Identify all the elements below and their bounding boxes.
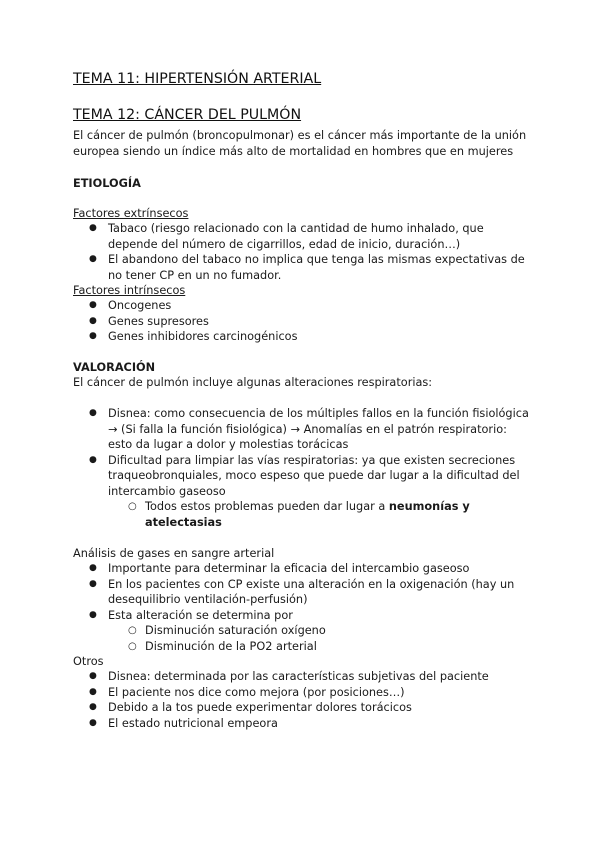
sub-list-item [73,623,533,639]
list-item [73,716,533,732]
bold-term: atelectasias [145,515,222,529]
list-item [73,453,533,500]
list-item-line: El abandono del tabaco no implica que tenga las mismas expectativas de [108,253,525,266]
otros-label: Otros [73,655,104,668]
list-item [73,252,533,283]
etiologia-heading: ETIOLOGÍA [73,177,141,190]
list-item-line: desequilibrio ventilación-perfusión) [108,593,308,606]
bullet-icon: ● [89,671,97,681]
bullet-icon: ● [89,686,97,697]
list-item-text: Disnea: determinada por las características subjetivas del paciente [108,670,489,683]
list-item-text: Disminución saturación oxígeno [145,624,326,637]
list-item-text: Disminución de la PO2 arterial [145,639,317,653]
sub-text: Todos estos problemas pueden dar lugar a [145,500,389,513]
list-item-line: Esta alteración se determina por [108,608,293,622]
list-item-line [145,499,533,515]
bullet-icon: ● [89,563,97,573]
bullet-icon: ● [89,331,97,341]
list-item [73,685,533,701]
list-item-line: depende del número de cigarrillos, edad de inicio, duración…) [108,237,461,251]
list-item [73,329,533,345]
list-item [73,298,533,314]
intro-line: El cáncer de pulmón (broncopulmonar) es el cáncer más importante de la unión [73,129,527,142]
bullet-icon: ● [89,408,97,418]
list-item [73,700,533,716]
list-item-text: El paciente nos dice como mejora (por posiciones…) [108,685,405,699]
list-item-line: Disnea: como consecuencia de los múltiples fallos en la función fisiológica [108,407,529,420]
intro-line: europea siendo un índice más alto de mortalidad en hombres que en mujeres [73,144,514,158]
list-item [73,561,533,577]
list-item-line: Dificultad para limpiar las vías respiratorias: ya que existen secreciones [108,453,516,467]
list-item-text: El estado nutricional empeora [108,716,278,730]
list-item [73,577,533,608]
list-item-line: traqueobronquiales, moco espeso que puede dar lugar a la dificultad del [108,469,520,482]
list-item-text: Genes supresores [108,314,209,328]
list-item-line: esto da lugar a dolor y molestias torácicas [108,438,349,451]
sub-bullet-icon: ○ [128,625,137,636]
list-item-line: → (Si falla la función fisiológica) → Anomalías en el patrón respiratorio: [108,422,507,436]
list-item-text: Oncogenes [108,299,172,312]
intrinsecos-label: Factores intrínsecos [73,284,186,297]
list-item-line: Importante para determinar la eficacia del intercambio gaseoso [108,562,470,575]
extrinsecos-label: Factores extrínsecos [73,207,189,220]
list-item-text: Genes inhibidores carcinogénicos [108,330,298,343]
list-item-line: intercambio gaseoso [108,484,226,498]
valoracion-heading: VALORACIÓN [73,361,156,374]
bullet-icon: ● [89,454,97,465]
tema11-heading: TEMA 11: HIPERTENSIÓN ARTERIAL [73,71,322,87]
list-item-line: En los pacientes con CP existe una alteración en la oxigenación (hay un [108,577,515,591]
gases-list [73,561,533,654]
gases-label: Análisis de gases en sangre arterial [73,547,275,560]
tema12-heading: TEMA 12: CÁNCER DEL PULMÓN [73,107,302,123]
list-item [73,314,533,330]
list-item [73,221,533,252]
list-item [73,669,533,685]
sub-bullet-icon: ○ [128,501,137,512]
list-item [73,406,533,453]
bullet-icon: ● [89,300,97,310]
intro-paragraph [73,128,533,159]
bold-term: neumonías y [388,500,470,513]
intrinsecos-list [73,298,533,345]
valoracion-intro: El cáncer de pulmón incluye algunas alteraciones respiratorias: [73,376,433,389]
sub-list-item [73,499,533,530]
valoracion-list [73,406,533,530]
otros-list [73,669,533,731]
list-item-line: no tener CP en un no fumador. [108,268,282,282]
sub-bullet-icon: ○ [128,640,137,652]
extrinsecos-list [73,221,533,283]
bullet-icon: ● [89,578,97,589]
bullet-icon: ● [89,223,97,233]
list-item [73,608,533,624]
bullet-icon: ● [89,315,97,326]
bullet-icon: ● [89,609,97,620]
sub-list-item [73,639,533,655]
bullet-icon: ● [89,254,97,264]
bullet-icon: ● [89,717,97,728]
list-item-line: Tabaco (riesgo relacionado con la cantidad de humo inhalado, que [108,222,484,235]
list-item-text: Debido a la tos puede experimentar dolores torácicos [108,701,412,714]
bullet-icon: ● [89,702,97,712]
